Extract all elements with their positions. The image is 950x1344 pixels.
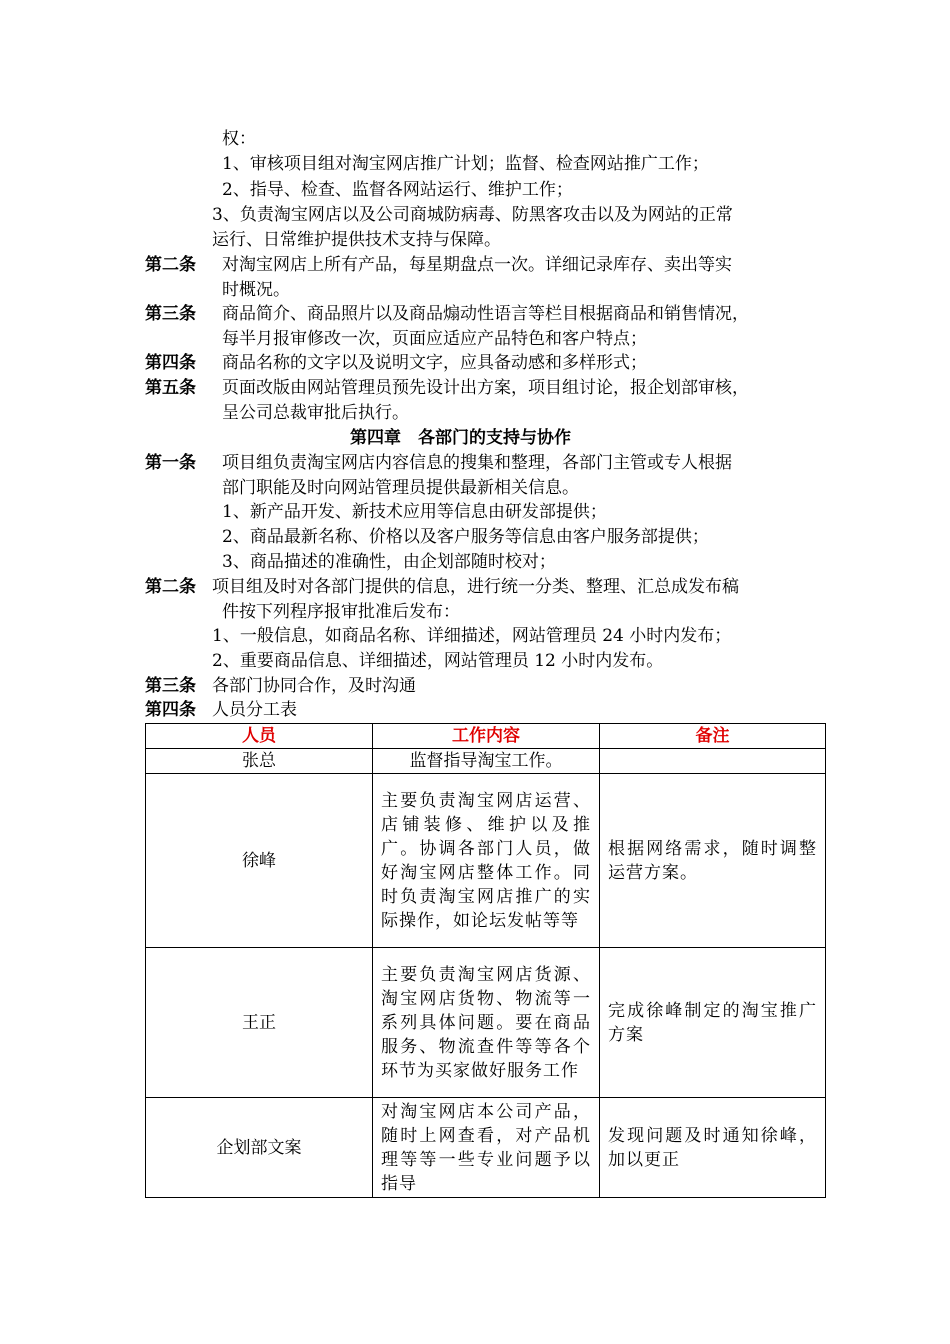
list-item-continued: 运行、日常维护提供技术支持与保障。 — [212, 230, 501, 250]
person-cell: 徐峰 — [146, 774, 373, 948]
remark-cell: 完成徐峰制定的淘宝推广方案 — [600, 948, 826, 1098]
article-text: 对淘宝网店上所有产品，每星期盘点一次。详细记录库存、卖出等实 — [222, 255, 732, 275]
article-label: 第二条 — [145, 577, 196, 597]
person-cell: 企划部文案 — [146, 1098, 373, 1198]
intro-tail: 权： — [222, 129, 256, 149]
article-text: 商品简介、商品照片以及商品煽动性语言等栏目根据商品和销售情况， — [222, 304, 749, 324]
article-text: 页面改版由网站管理员预先设计出方案，项目组讨论，报企划部审核， — [222, 378, 749, 398]
list-item: 2、指导、检查、监督各网站运行、维护工作； — [222, 180, 573, 200]
header-remark: 备注 — [600, 724, 826, 749]
article-text: 呈公司总裁审批后执行。 — [222, 403, 409, 423]
person-cell: 王正 — [146, 948, 373, 1098]
article-label: 第二条 — [145, 255, 196, 275]
article-text: 各部门协同合作，及时沟通 — [212, 676, 416, 696]
list-item: 3、负责淘宝网店以及公司商城防病毒、防黑客攻击以及为网站的正常 — [212, 205, 733, 225]
article-label: 第四条 — [145, 700, 196, 720]
remark-cell: 发现问题及时通知徐峰，加以更正 — [600, 1098, 826, 1198]
article-text: 部门职能及时向网站管理员提供最新相关信息。 — [222, 478, 579, 498]
article-text: 每半月报审修改一次，页面应适应产品特色和客户特点； — [222, 329, 647, 349]
article-text: 时概况。 — [222, 280, 290, 300]
remark-cell — [600, 749, 826, 774]
list-item: 1、新产品开发、新技术应用等信息由研发部提供； — [222, 502, 607, 522]
article-text: 件按下列程序报审批准后发布： — [222, 602, 460, 622]
table-header-row — [146, 724, 826, 749]
article-label: 第五条 — [145, 378, 196, 398]
table-row — [146, 948, 826, 1098]
content-cell: 主要负责淘宝网店货源、淘宝网店货物、物流等一系列具体问题。要在商品服务、物流查件等等各个环节为买家做好服务工作 — [373, 948, 600, 1098]
remark-cell: 根据网络需求，随时调整运营方案。 — [600, 774, 826, 948]
header-content: 工作内容 — [373, 724, 600, 749]
person-cell: 张总 — [146, 749, 373, 774]
article-label: 第三条 — [145, 304, 196, 324]
list-item: 3、商品描述的准确性，由企划部随时校对； — [222, 552, 556, 572]
article-label: 第一条 — [145, 453, 196, 473]
header-person: 人员 — [146, 724, 373, 749]
list-item: 1、一般信息，如商品名称、详细描述，网站管理员 24 小时内发布； — [212, 626, 732, 646]
list-item: 1、审核项目组对淘宝网店推广计划；监督、检查网站推广工作； — [222, 154, 709, 174]
list-item: 2、商品最新名称、价格以及客户服务等信息由客户服务部提供； — [222, 527, 709, 547]
table-row — [146, 774, 826, 948]
content-cell: 对淘宝网店本公司产品，随时上网查看，对产品机理等等一些专业问题予以指导 — [373, 1098, 600, 1198]
content-cell: 主要负责淘宝网店运营、店铺装修、维护以及推广。协调各部门人员，做好淘宝网店整体工作。同时负责淘宝网店推广的实际操作，如论坛发帖等等 — [373, 774, 600, 948]
content-cell: 监督指导淘宝工作。 — [373, 749, 600, 774]
table-row — [146, 749, 826, 774]
article-label: 第三条 — [145, 676, 196, 696]
table-row — [146, 1098, 826, 1198]
list-item: 2、重要商品信息、详细描述，网站管理员 12 小时内发布。 — [212, 651, 664, 671]
article-text: 项目组及时对各部门提供的信息，进行统一分类、整理、汇总成发布稿 — [212, 577, 739, 597]
article-text: 项目组负责淘宝网店内容信息的搜集和整理，各部门主管或专人根据 — [222, 453, 732, 473]
chapter-title: 第四章 各部门的支持与协作 — [350, 428, 571, 448]
article-text: 人员分工表 — [212, 700, 297, 720]
staff-table — [145, 723, 826, 1198]
article-text: 商品名称的文字以及说明文字，应具备动感和多样形式； — [222, 353, 647, 373]
article-label: 第四条 — [145, 353, 196, 373]
